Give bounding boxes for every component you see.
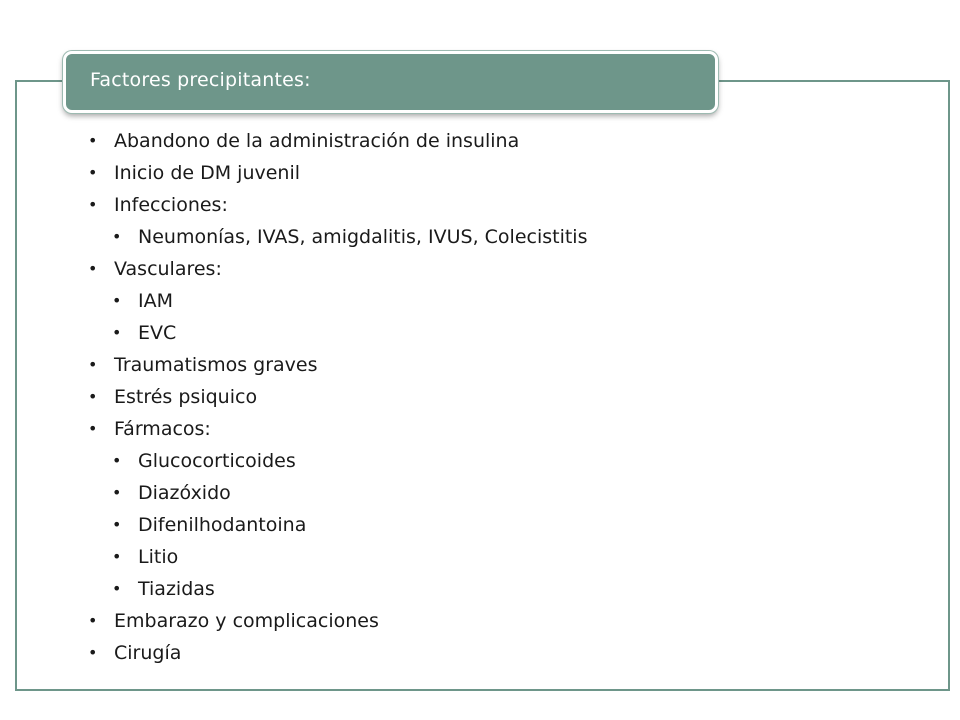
bullet-dot-icon: • [88, 131, 98, 150]
list-item-text: Glucocorticoides [138, 450, 296, 472]
bullet-dot-icon: • [112, 323, 122, 342]
list-item [88, 157, 588, 189]
bullet-dot-icon: • [112, 515, 122, 534]
sub-list-item [112, 445, 588, 477]
list-item [88, 413, 588, 445]
bullet-dot-icon: • [88, 195, 98, 214]
list-item-text: Inicio de DM juvenil [114, 162, 301, 184]
list-item-text: Abandono de la administración de insulina [114, 130, 520, 152]
list-item [88, 637, 588, 669]
list-item-text: IAM [138, 290, 173, 312]
list-item-text: Difenilhodantoina [138, 514, 307, 536]
bullet-dot-icon: • [88, 163, 98, 182]
sub-list-item [112, 477, 588, 509]
bullet-dot-icon: • [112, 291, 122, 310]
bullet-dot-icon: • [88, 355, 98, 374]
bullet-dot-icon: • [88, 259, 98, 278]
title-banner [63, 51, 718, 113]
list-item [88, 189, 588, 221]
list-item [88, 125, 588, 157]
list-item-text: Vasculares: [114, 258, 222, 280]
bullet-dot-icon: • [112, 579, 122, 598]
sub-list-item [112, 509, 588, 541]
list-item-text: Neumonías, IVAS, amigdalitis, IVUS, Colecistitis [138, 226, 588, 248]
list-item [88, 253, 588, 285]
list-item-text: Embarazo y complicaciones [114, 610, 379, 632]
list-item-text: Fármacos: [114, 418, 211, 440]
bullet-dot-icon: • [112, 547, 122, 566]
list-item-text: Traumatismos graves [114, 354, 318, 376]
bullet-dot-icon: • [88, 419, 98, 438]
list-item-text: Tiazidas [138, 578, 215, 600]
list-item-text: Infecciones: [114, 194, 228, 216]
bullet-dot-icon: • [112, 227, 122, 246]
bullet-dot-icon: • [112, 451, 122, 470]
sub-list-item [112, 221, 588, 253]
list-item-text: Cirugía [114, 642, 182, 664]
bullet-dot-icon: • [112, 483, 122, 502]
list-item-text: Estrés psiquico [114, 386, 258, 408]
sub-list-item [112, 285, 588, 317]
list-item-text: Diazóxido [138, 482, 231, 504]
list-item [88, 605, 588, 637]
slide-title: Factores precipitantes: [90, 69, 311, 91]
list-item [88, 381, 588, 413]
sub-list-item [112, 541, 588, 573]
bullet-list [88, 125, 588, 669]
bullet-dot-icon: • [88, 387, 98, 406]
list-item-text: Litio [138, 546, 179, 568]
bullet-dot-icon: • [88, 611, 98, 630]
sub-list-item [112, 573, 588, 605]
list-item-text: EVC [138, 322, 177, 344]
sub-list-item [112, 317, 588, 349]
list-item [88, 349, 588, 381]
bullet-dot-icon: • [88, 643, 98, 662]
